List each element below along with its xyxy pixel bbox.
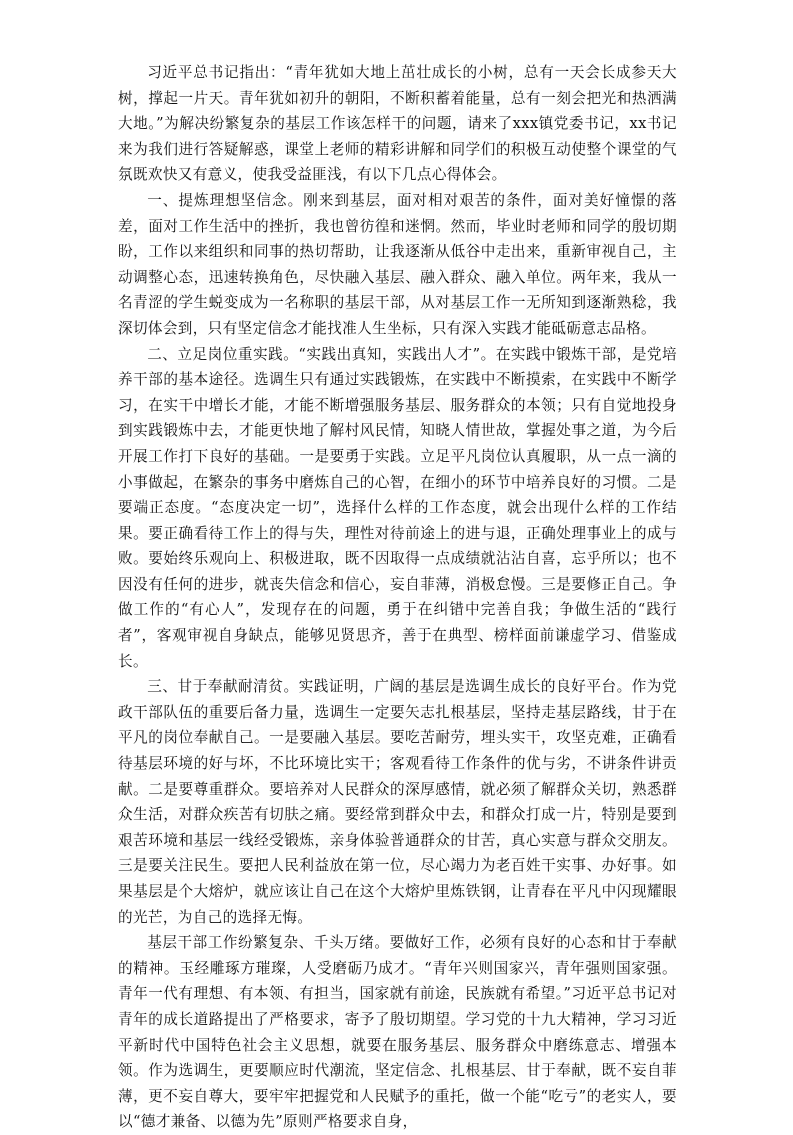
paragraph-section-2: 二、立足岗位重实践。“实践出真知，实践出人才”。在实践中锻炼干部，是党培养干部的基本途径。选调生只有通过实践锻炼，在实践中不断摸索，在实践中不断学习，在实干中增长才能，才能不断增强服务基层、服务群众的本领；只有自觉地投身到实践锻炼中去，才能更快地了解村风民情，知晓人情世故，掌握处事之道，为今后开展工作打下良好的基础。一是要勇于实践。立足平凡岗位认真履职，从一点一滴的小事做起，在繁杂的事务中磨炼自己的心智，在细小的环节中培养良好的习惯。二是要端正态度。“态度决定一切”，选择什么样的工作态度，就会出现什么样的工作结果。要正确看待工作上的得与失，理性对待前途上的进与退，正确处理事业上的成与败。要始终乐观向上、积极进取，既不因取得一点成绩就沾沾自喜，忘乎所以；也不因没有任何的进步，就丧失信念和信心，妄自菲薄，消极怠慢。三是要修正自己。争做工作的“有心人”，发现存在的问题，勇于在纠错中完善自我；争做生活的“践行者”，客观审视自身缺点，能够见贤思齐，善于在典型、榜样面前谦虚学习、借鉴成长。	[118, 345, 677, 670]
paragraph-section-1: 一、提炼理想坚信念。刚来到基层，面对相对艰苦的条件，面对美好憧憬的落差，面对工作生活中的挫折，我也曾彷徨和迷惘。然而，毕业时老师和同学的殷切期盼，工作以来组织和同事的热切帮助，让我逐渐从低谷中走出来，重新审视自己，主动调整心态，迅速转换角色，尽快融入基层、融入群众、融入单位。两年来，我从一名青涩的学生蜕变成为一名称职的基层干部，从对基层工作一无所知到逐渐熟稔，我深切体会到，只有坚定信念才能找准人生坐标，只有深入实践才能砥砺意志品格。	[118, 191, 677, 337]
paragraph-section-3: 三、甘于奉献耐清贫。实践证明，广阔的基层是选调生成长的良好平台。作为党政干部队伍的重要后备力量，选调生一定要矢志扎根基层，坚持走基层路线，甘于在平凡的岗位奉献自己。一是要融入基层。要吃苦耐劳，埋头实干，攻坚克难，正确看待基层环境的好与坏，不比环境比实干；客观看待工作条件的优与劣，不讲条件讲贡献。二是要尊重群众。要培养对人民群众的深厚感情，就必须了解群众关切，熟悉群众生活，对群众疾苦有切肤之痛。要经常到群众中去，和群众打成一片，特别是要到艰苦环境和基层一线经受锻炼，亲身体验普通群众的甘苦，真心实意与群众交朋友。三是要关注民生。要把人民利益放在第一位，尽心竭力为老百姓干实事、办好事。如果基层是个大熔炉，就应该让自己在这个大熔炉里炼铁钢，让青春在平凡中闪现耀眼的光芒，为自己的选择无悔。	[118, 678, 677, 926]
paragraph-intro: 习近平总书记指出：“青年犹如大地上茁壮成长的小树，总有一天会长成参天大树，撑起一片天。青年犹如初升的朝阳，不断积蓄着能量，总有一刻会把光和热洒满大地。”为解决纷繁复杂的基层工作该怎样干的问题，请来了xxx镇党委书记，xx书记来为我们进行答疑解惑，课堂上老师的精彩讲解和同学们的积极互动使整个课堂的气氛既欢快又有意义，使我受益匪浅，有以下几点心得体会。	[118, 64, 677, 184]
paragraph-conclusion: 基层干部工作纷繁复杂、千头万绪。要做好工作，必须有良好的心态和甘于奉献的精神。玉经雕琢方璀璨，人受磨砺乃成才。“青年兴则国家兴，青年强则国家强。青年一代有理想、有本领、有担当，国家就有前途，民族就有希望。”习近平总书记对青年的成长道路提出了严格要求，寄予了殷切期望。学习党的十九大精神，学习习近平新时代中国特色社会主义思想，就要在服务基层、服务群众中磨练意志、增强本领。作为选调生，更要顺应时代潮流，坚定信念、扎根基层、甘于奉献，既不妄自菲薄，更不妄自尊大，要牢牢把握党和人民赋予的重托，做一个能“吃亏”的老实人，要以“德才兼备、以德为先”原则严格要求自身，	[118, 934, 677, 1131]
document-page	[118, 60, 677, 1131]
